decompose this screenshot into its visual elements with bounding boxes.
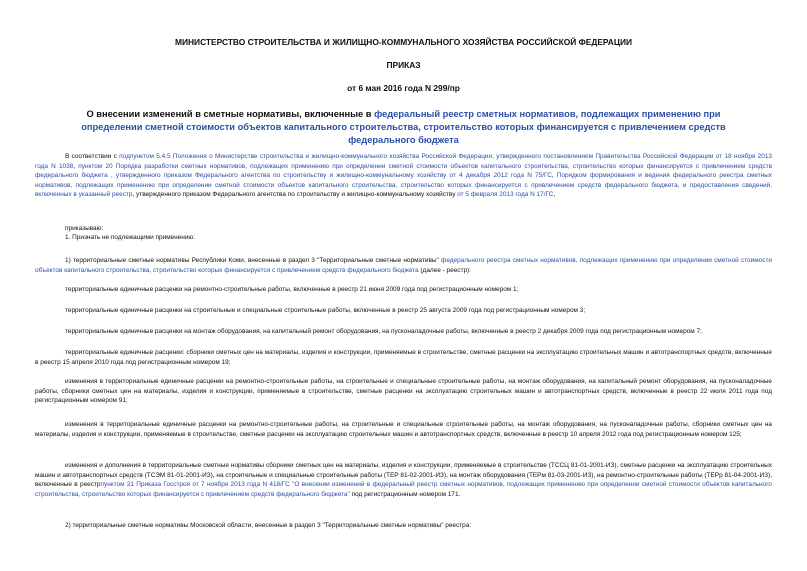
subject-registry-link[interactable]: федеральный реестр сметных нормативов, подлежащих применению при определении сметной стоимости объектов капитального строительства, строительство которых финансируется с привлечением средств федерального бюджета <box>81 109 726 145</box>
subitem-1-text-1: 1) территориальные сметные нормативы Республики Коми, внесенные в раздел 3 "Территориальные сметные нормативы" <box>65 257 442 264</box>
list-item: изменения в территориальные единичные расценки на ремонтно-строительные работы, на строительные и специальные строительные работы, на монтаж оборудования, на пусконаладочные работы, сборники сметных цен на материалы, изделия и конструкции, применяемые в строительстве, сметные расценки на эксплуатацию строительных машин и автотранспортных средств, включенные в реестр 10 апреля 2012 года под регистрационным номером 125; <box>35 421 772 438</box>
item-1-subitem-1 <box>35 256 772 275</box>
last-para-text-2: под регистрационным номером 171. <box>349 490 461 498</box>
federal-registry-link[interactable]: федерального реестра сметных нормативов, подлежащих применению при определении сметной стоимости объектов капитального строительства, строительство которых финансируется с привлечением средств федерального бюджета <box>35 257 772 274</box>
document-type: ПРИКАЗ <box>386 60 421 70</box>
subject-text: О внесении изменений в сметные нормативы, включенные в <box>86 109 375 119</box>
item-1: 1. Признать не подлежащими применению: <box>65 234 196 241</box>
ministry-title: МИНИСТЕРСТВО СТРОИТЕЛЬСТВА И ЖИЛИЩНО-КОММУНАЛЬНОГО ХОЗЯЙСТВА РОССИЙСКОЙ ФЕДЕРАЦИИ <box>175 37 632 47</box>
regulation-link[interactable]: подпунктом 5.4.5 Положения о Министерстве строительства и жилищно-коммунального хозяйства Российской Федерации, утвержденного постановлением Правительства Российской Федерации от 18 ноября 2013 года N 1038 <box>35 153 772 170</box>
list-item-last <box>35 461 772 499</box>
list-item: территориальные единичные расценки на строительные и специальные строительные работы, включенные в реестр 25 августа 2009 года под регистрационным номером 3; <box>65 307 586 314</box>
document-subject <box>60 108 747 147</box>
procedure-link[interactable]: пунктом 20 Порядка разработки сметных нормативов, подлежащих применению при определении сметной стоимости объектов капитального строительства, строительство которых финансируется с привлечением средств федерального бюджета , утвержденного приказом Федерального агентства по строительству и жилищно-коммунальному хозяйству от 4 декабря 2012 года N 75/ГС <box>35 162 773 180</box>
order-418gs-link[interactable]: пунктом 21 Приказа Госстроя от 7 ноября 2013 года N 418/ГС "О внесении изменений в федеральный реестр сметных нормативов, подлежащих применению при определении сметной стоимости объектов капитального строительства, строительство которых финансируется с привлечением средств федерального бюджета" <box>35 481 772 498</box>
preamble-text-3: , <box>551 172 557 180</box>
preamble-text-5: , <box>553 191 556 199</box>
registry-procedure-link[interactable]: Порядком формирования и ведения федерального реестра сметных нормативов, подлежащих применению при определении сметной стоимости объектов капитального строительства, строительство которых финансируется с привлечением средств федерального бюджета, и предоставления сведений, включенных в указанный реестр <box>35 172 772 199</box>
last-para-text-1: изменения и дополнения в территориальные сметные нормативы сборники сметных цен на материалы, изделия и конструкции, применяемые в строительстве (ТССЦ 81-01-2001-ИЗ), сметные расценки на эксплуатацию строительных машин и автотранспортных средств (ТСЭМ 81-01-2001-ИЗ), на строительные и специальные строительные работы (ТЕР 81-02-2001-ИЗ), на монтаж оборудования (ТЕРм 81-03-2001-ИЗ), на ремонтно-строительные работы (ТЕРр 81-04-2001-ИЗ), включенные в реестр <box>35 462 772 489</box>
subitem-1-text-2: (далее - реестр): <box>418 266 471 274</box>
list-item: территориальные единичные расценки: сборники сметных цен на материалы, изделия и конструкции, применяемые в строительстве, сметные расценки на эксплуатацию строительных машин и автотранспортных средств, включенные в реестр 15 апреля 2010 года под регистрационным номером 19; <box>35 349 772 366</box>
preamble-paragraph <box>35 152 772 200</box>
list-item: территориальные единичные расценки на монтаж оборудования, на капитальный ремонт оборудования, на пусконаладочные работы, включенные в реестр 2 декабря 2009 года под регистрационным номером 7; <box>65 328 702 335</box>
preamble-text-1: В соответствии с <box>65 153 120 160</box>
order-word: приказываю: <box>65 225 104 232</box>
document-date-number: от 6 мая 2016 года N 299/пр <box>347 83 460 93</box>
order-17gs-link[interactable]: от 5 февраля 2013 года N 17/ГС <box>457 191 554 199</box>
list-item: изменения в территориальные единичные расценки на ремонтно-строительные работы, на строительные и специальные строительные работы, на монтаж оборудования, на капитальный ремонт оборудования, на пусконаладочные работы, сборники сметных цен на материалы, изделия и конструкции, применяемые в строительстве, сметные расценки на эксплуатацию строительных машин и автотранспортных средств, включенные в реестр 22 июля 2011 года под регистрационным номером 91; <box>35 378 772 405</box>
preamble-text-2: , <box>73 162 79 170</box>
list-item: территориальные единичные расценки на ремонтно-строительные работы, включенные в реестр 21 июня 2009 года под регистрационным номером 1; <box>65 286 519 293</box>
item-1-subitem-2: 2) территориальные сметные нормативы Московской области, внесенные в раздел 3 "Территориальные сметные нормативы" реестра: <box>65 522 472 529</box>
preamble-text-4: , утвержденного приказом Федерального агентства по строительству и жилищно-коммунальному хозяйству <box>132 191 458 199</box>
